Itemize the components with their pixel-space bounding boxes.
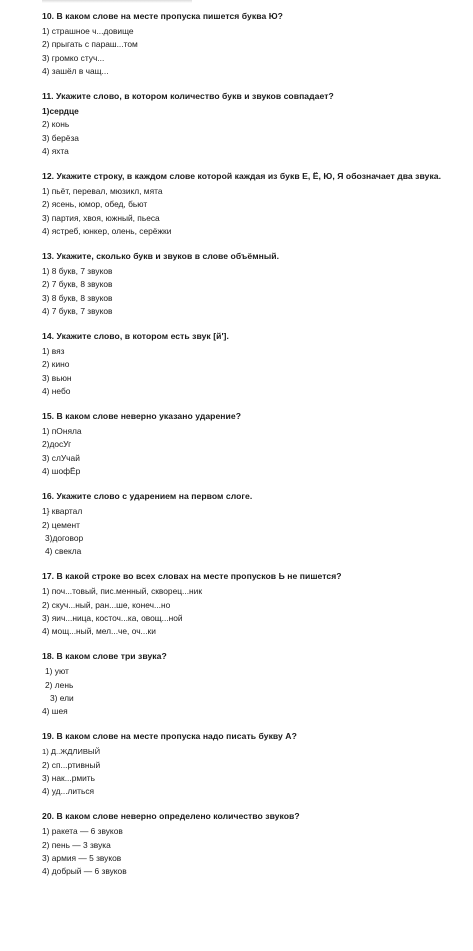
answer-option: 2) пень — 3 звука — [42, 839, 111, 850]
answer-option: 2) скуч...ный, ран...ше, конеч...но — [42, 599, 171, 610]
answer-options — [42, 265, 459, 318]
answer-option: 4) ястреб, юнкер, олень, серёжки — [42, 225, 172, 236]
answer-option: 2) конь — [42, 119, 70, 130]
answer-option: 4) шея — [42, 705, 68, 716]
question-10 — [42, 10, 459, 78]
question-title: 19. В каком слове на месте пропуска надо писать букву А? — [42, 731, 297, 742]
answer-option: 3) слУчай — [42, 452, 80, 463]
answer-option: 2) кино — [42, 359, 70, 370]
answer-option: 1) пьёт, перевал, мюзикл, мята — [42, 186, 163, 197]
answer-option: 1) уют — [45, 666, 69, 677]
question-13 — [42, 250, 459, 318]
answer-option: 2)досУг — [42, 439, 72, 450]
answer-options — [42, 25, 459, 78]
answer-option: 2) лень — [45, 679, 74, 690]
question-14 — [42, 330, 459, 398]
answer-option: 3) армия — 5 звуков — [42, 852, 122, 863]
answer-option: 4) уд...литься — [42, 785, 95, 796]
question-20 — [42, 810, 459, 878]
answer-options — [42, 745, 459, 798]
question-title: 13. Укажите, сколько букв и звуков в слове объёмный. — [42, 251, 280, 262]
answer-option: 3) яич...ница, косточ...ка, овощ...ной — [42, 612, 183, 623]
question-title: 14. Укажите слово, в котором есть звук [й']. — [42, 331, 229, 342]
answer-option: 3) вьюн — [42, 372, 72, 383]
question-16 — [42, 490, 459, 558]
answer-option: 2) цемент — [42, 519, 81, 530]
answer-option: 1) поч...товый, пис.менный, скворец...ник — [42, 586, 202, 597]
answer-option: 3) громко стуч... — [42, 52, 105, 63]
answer-options — [42, 585, 459, 638]
answer-option: 1) пОняла — [42, 426, 82, 437]
question-15 — [42, 410, 459, 478]
answer-option: 4) мощ...ный, мел...че, оч...ки — [42, 625, 156, 636]
answer-option: 1) страшное ч...довище — [42, 26, 134, 37]
answer-option: 3)договор — [45, 532, 84, 543]
answer-options — [42, 825, 459, 878]
question-11 — [42, 90, 459, 158]
cropped-header-edge — [42, 0, 192, 3]
question-title: 20. В каком слове неверно определено количество звуков? — [42, 811, 300, 822]
answer-options — [42, 505, 459, 558]
answer-option: 4) добрый — 6 звуков — [42, 865, 127, 876]
answer-option: 2) сп...ртивный — [42, 759, 101, 770]
answer-option: 1} квартал — [42, 506, 83, 517]
question-19 — [42, 730, 459, 798]
answer-options — [42, 425, 459, 478]
answer-option: 4) яхта — [42, 145, 69, 156]
answer-options — [42, 665, 459, 718]
question-title: 11. Укажите слово, в котором количество букв и звуков совпадает? — [42, 91, 334, 102]
answer-options — [42, 345, 459, 398]
answer-option: 1) ракета — 6 звуков — [42, 826, 123, 837]
answer-option: 4) зашёл в чащ... — [42, 65, 109, 76]
answer-option: 2) прыгать с параш...том — [42, 39, 138, 50]
question-18 — [42, 650, 459, 718]
answer-option: 3) нак...рмить — [42, 772, 95, 783]
answer-options — [42, 185, 459, 238]
answer-option: 4) небо — [42, 385, 71, 396]
answer-option: 2) ясень, юмор, обед, бьют — [42, 199, 148, 210]
answer-option: 3) 8 букв, 8 звуков — [42, 292, 113, 303]
question-title: 12. Укажите строку, в каждом слове которой каждая из букв Е, Ё, Ю, Я обозначает два звука. — [42, 171, 442, 182]
answer-option: 3) партия, хвоя, южный, пьеса — [42, 212, 160, 223]
question-title: 15. В каком слове неверно указано ударение? — [42, 411, 241, 422]
answer-option: 3) берёза — [42, 132, 79, 143]
answer-option: 1) 8 букв, 7 звуков — [42, 266, 113, 277]
answer-option: 1)сердце — [42, 106, 79, 117]
answer-option: 2) 7 букв, 8 звуков — [42, 279, 113, 290]
question-12 — [42, 170, 459, 238]
question-title: 17. В какой строке во всех словах на месте пропусков Ь не пишется? — [42, 571, 342, 582]
question-title: 10. В каком слове на месте пропуска пишется буква Ю? — [42, 11, 283, 21]
answer-option: 4) шофЁр — [42, 465, 81, 476]
answer-option: 4) 7 букв, 7 звуков — [42, 305, 113, 316]
answer-option: 3) ели — [50, 692, 74, 703]
answer-option: 4) свекла — [45, 545, 82, 556]
question-17 — [42, 570, 459, 638]
answer-option: 1) вяз — [42, 346, 65, 357]
question-title: 18. В каком слове три звука? — [42, 651, 167, 662]
question-title: 16. Укажите слово с ударением на первом слоге. — [42, 491, 253, 502]
answer-option: 1) Д..ЖДЛИВЫЙ — [42, 747, 101, 757]
answer-options — [42, 105, 459, 158]
